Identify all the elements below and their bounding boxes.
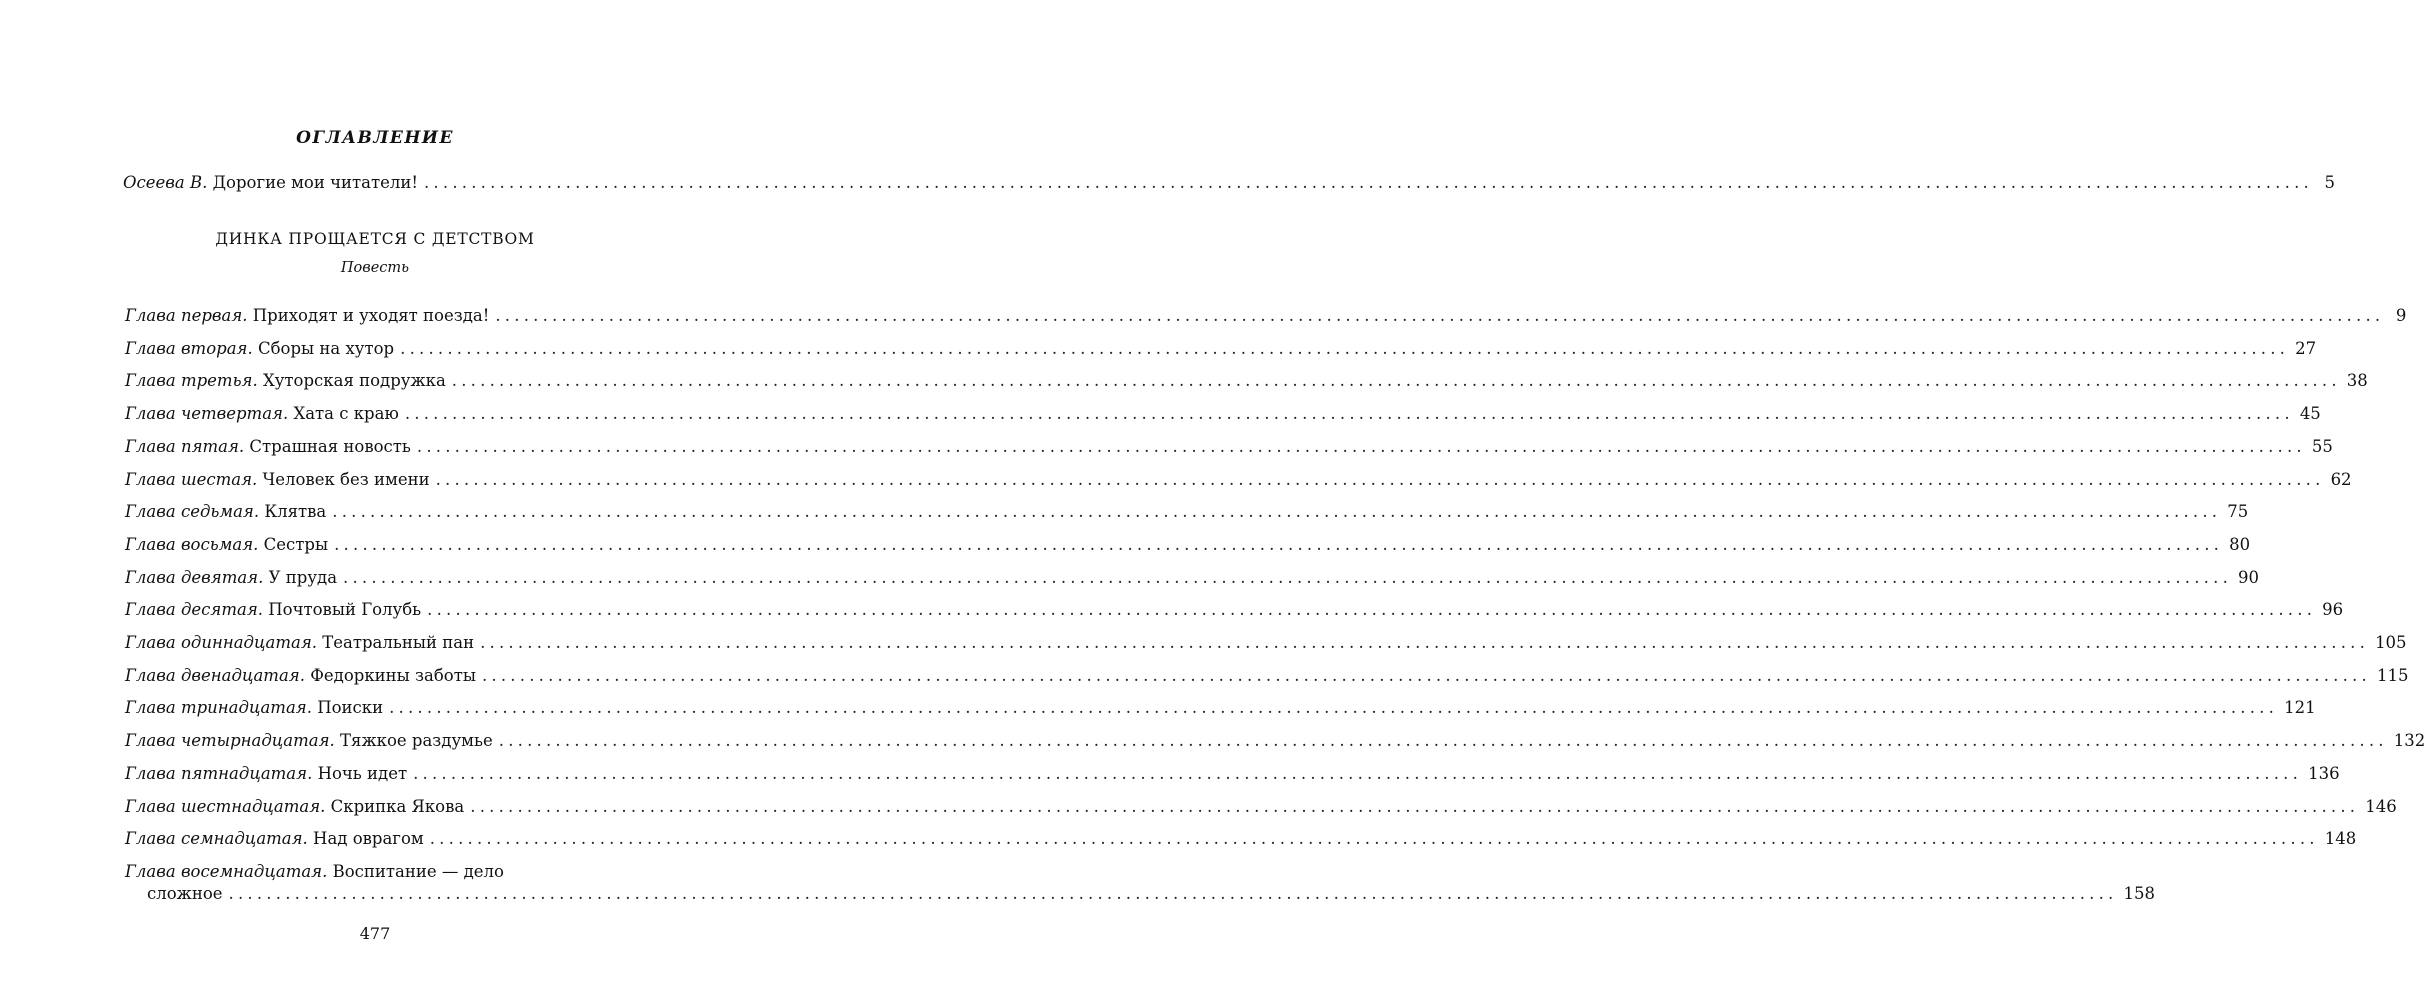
chapter-page-number: 55: [2311, 436, 2333, 456]
leader-dots: ........................................................................................................................................................................................................: [228, 883, 2118, 903]
chapter-page-number: 75: [2227, 502, 2249, 522]
leader-dots: ........................................................................................................................................................................................................: [334, 534, 2224, 554]
toc-heading: ОГЛАВЛЕНИЕ: [296, 128, 454, 148]
toc-entry-chapter-5: [125, 436, 2333, 458]
leader-dots: ........................................................................................................................................................................................................: [404, 404, 2294, 424]
page-number-footer: 477: [359, 924, 391, 943]
chapter-label: Глава девятая.: [125, 567, 264, 587]
toc-entry-chapter-1: [125, 305, 2407, 327]
chapter-title: Театральный пан: [317, 633, 475, 652]
chapter-title: У пруда: [263, 567, 338, 587]
chapter-page-number: 136: [2308, 763, 2340, 783]
toc-entry-chapter-10: [125, 599, 2344, 621]
chapter-label: Глава шестнадцатая.: [125, 796, 326, 816]
section-title: ДИНКА ПРОЩАЕТСЯ С ДЕТСТВОМ: [215, 230, 535, 248]
leader-dots: ........................................................................................................................................................................................................: [332, 502, 2222, 522]
chapter-page-number: 121: [2284, 698, 2316, 718]
chapter-page-number: 45: [2299, 404, 2321, 424]
chapter-title: Сборы на хутор: [252, 338, 395, 358]
chapter-label: Глава вторая.: [125, 338, 253, 358]
leader-dots: ........................................................................................................................................................................................................: [429, 829, 2319, 849]
chapter-title: Сестры: [258, 534, 329, 554]
toc-entry-chapter-18: [125, 861, 2156, 905]
toc-entry-chapter-6: [125, 469, 2352, 491]
leader-dots: ........................................................................................................................................................................................................: [470, 796, 2360, 816]
chapter-title: Скрипка Якова: [325, 796, 465, 816]
intro-title: Дорогие мои читатели!: [207, 173, 418, 192]
chapter-title: Поиски: [311, 698, 384, 718]
toc-entry-chapter-15: [125, 763, 2340, 785]
leader-dots: ........................................................................................................................................................................................................: [413, 763, 2303, 783]
chapter-label: Глава двенадцатая.: [125, 665, 305, 685]
chapter-title: Хата с краю: [288, 404, 399, 424]
chapter-page-number: 90: [2238, 567, 2260, 587]
chapter-title: Ночь идет: [312, 763, 408, 783]
leader-dots: ........................................................................................................................................................................................................: [427, 600, 2317, 620]
toc-entry-chapter-9: [125, 567, 2260, 589]
chapter-page-number: 80: [2229, 534, 2251, 554]
toc-entry-chapter-3: [125, 370, 2368, 392]
chapter-page-number: 115: [2376, 665, 2409, 685]
toc-entry-chapter-2: [125, 338, 2317, 360]
toc-entry-intro: [123, 172, 2335, 194]
chapter-title-line1: Воспитание — дело: [327, 861, 504, 881]
chapter-label: Глава восемнадцатая.: [125, 861, 328, 881]
chapter-label: Глава четырнадцатая.: [125, 731, 335, 751]
toc-entry-chapter-16: [125, 796, 2397, 818]
chapter-title: Над оврагом: [307, 829, 424, 849]
chapter-page-number: 146: [2365, 796, 2397, 816]
chapter-label: Глава пятнадцатая.: [125, 763, 313, 783]
chapter-page-number: 9: [2395, 306, 2407, 325]
chapter-page-number: 158: [2123, 883, 2156, 903]
chapter-title: Клятва: [259, 502, 327, 522]
intro-author: Осеева В.: [123, 173, 208, 192]
leader-dots: ........................................................................................................................................................................................................: [481, 665, 2371, 685]
chapter-title: Почтовый Голубь: [263, 600, 422, 620]
chapter-title: Тяжкое раздумье: [334, 731, 493, 751]
chapter-title: Страшная новость: [244, 436, 411, 456]
leader-dots: ........................................................................................................................................................................................................: [480, 633, 2370, 652]
leader-dots: ........................................................................................................................................................................................................: [495, 306, 2385, 325]
leader-dots: ........................................................................................................................................................................................................: [389, 698, 2279, 718]
chapter-label: Глава одиннадцатая.: [125, 633, 318, 652]
toc-entry-chapter-14: [125, 730, 2425, 752]
toc-entry-chapter-8: [125, 534, 2251, 556]
toc-entry-chapter-12: [125, 665, 2409, 687]
chapter-page-number: 132: [2393, 731, 2425, 751]
leader-dots: ........................................................................................................................................................................................................: [451, 371, 2341, 391]
chapter-page-number: 27: [2295, 338, 2317, 358]
toc-entry-chapter-4: [125, 403, 2321, 425]
section-subtitle: Повесть: [340, 260, 410, 276]
chapter-page-number: 96: [2322, 600, 2344, 620]
chapter-title: Приходят и уходят поезда!: [247, 306, 490, 325]
chapter-label: Глава тринадцатая.: [125, 698, 312, 718]
toc-entry-chapter-13: [125, 697, 2316, 719]
leader-dots: ........................................................................................................................................................................................................: [416, 436, 2306, 456]
chapter-label: Глава пятая.: [125, 436, 245, 456]
toc-entry-chapter-11: [125, 632, 2407, 654]
chapter-label: Глава десятая.: [125, 600, 263, 620]
chapter-label: Глава шестая.: [125, 469, 258, 489]
chapter-label: Глава седьмая.: [125, 502, 260, 522]
chapter-page-number: 105: [2375, 633, 2407, 652]
leader-dots: ........................................................................................................................................................................................................: [423, 173, 2313, 192]
chapter-label: Глава восьмая.: [125, 534, 259, 554]
chapter-label: Глава семнадцатая.: [125, 829, 308, 849]
chapter-title: Федоркины заботы: [304, 665, 476, 685]
leader-dots: ........................................................................................................................................................................................................: [498, 731, 2388, 751]
chapter-label: Глава четвертая.: [125, 404, 289, 424]
chapter-page-number: 38: [2346, 371, 2368, 391]
chapter-title-line2: сложное: [147, 883, 223, 903]
leader-dots: ........................................................................................................................................................................................................: [435, 469, 2325, 489]
chapter-page-number: 62: [2330, 469, 2352, 489]
intro-page-number: 5: [2324, 173, 2335, 192]
leader-dots: ........................................................................................................................................................................................................: [400, 338, 2290, 358]
leader-dots: ........................................................................................................................................................................................................: [343, 567, 2233, 587]
chapter-page-number: 148: [2324, 829, 2357, 849]
chapter-title: Человек без имени: [257, 469, 430, 489]
chapter-title: Хуторская подружка: [257, 371, 446, 391]
toc-entry-chapter-17: [125, 828, 2357, 850]
toc-entry-chapter-7: [125, 501, 2249, 523]
chapter-label: Глава первая.: [125, 306, 248, 325]
chapter-label: Глава третья.: [125, 371, 258, 391]
